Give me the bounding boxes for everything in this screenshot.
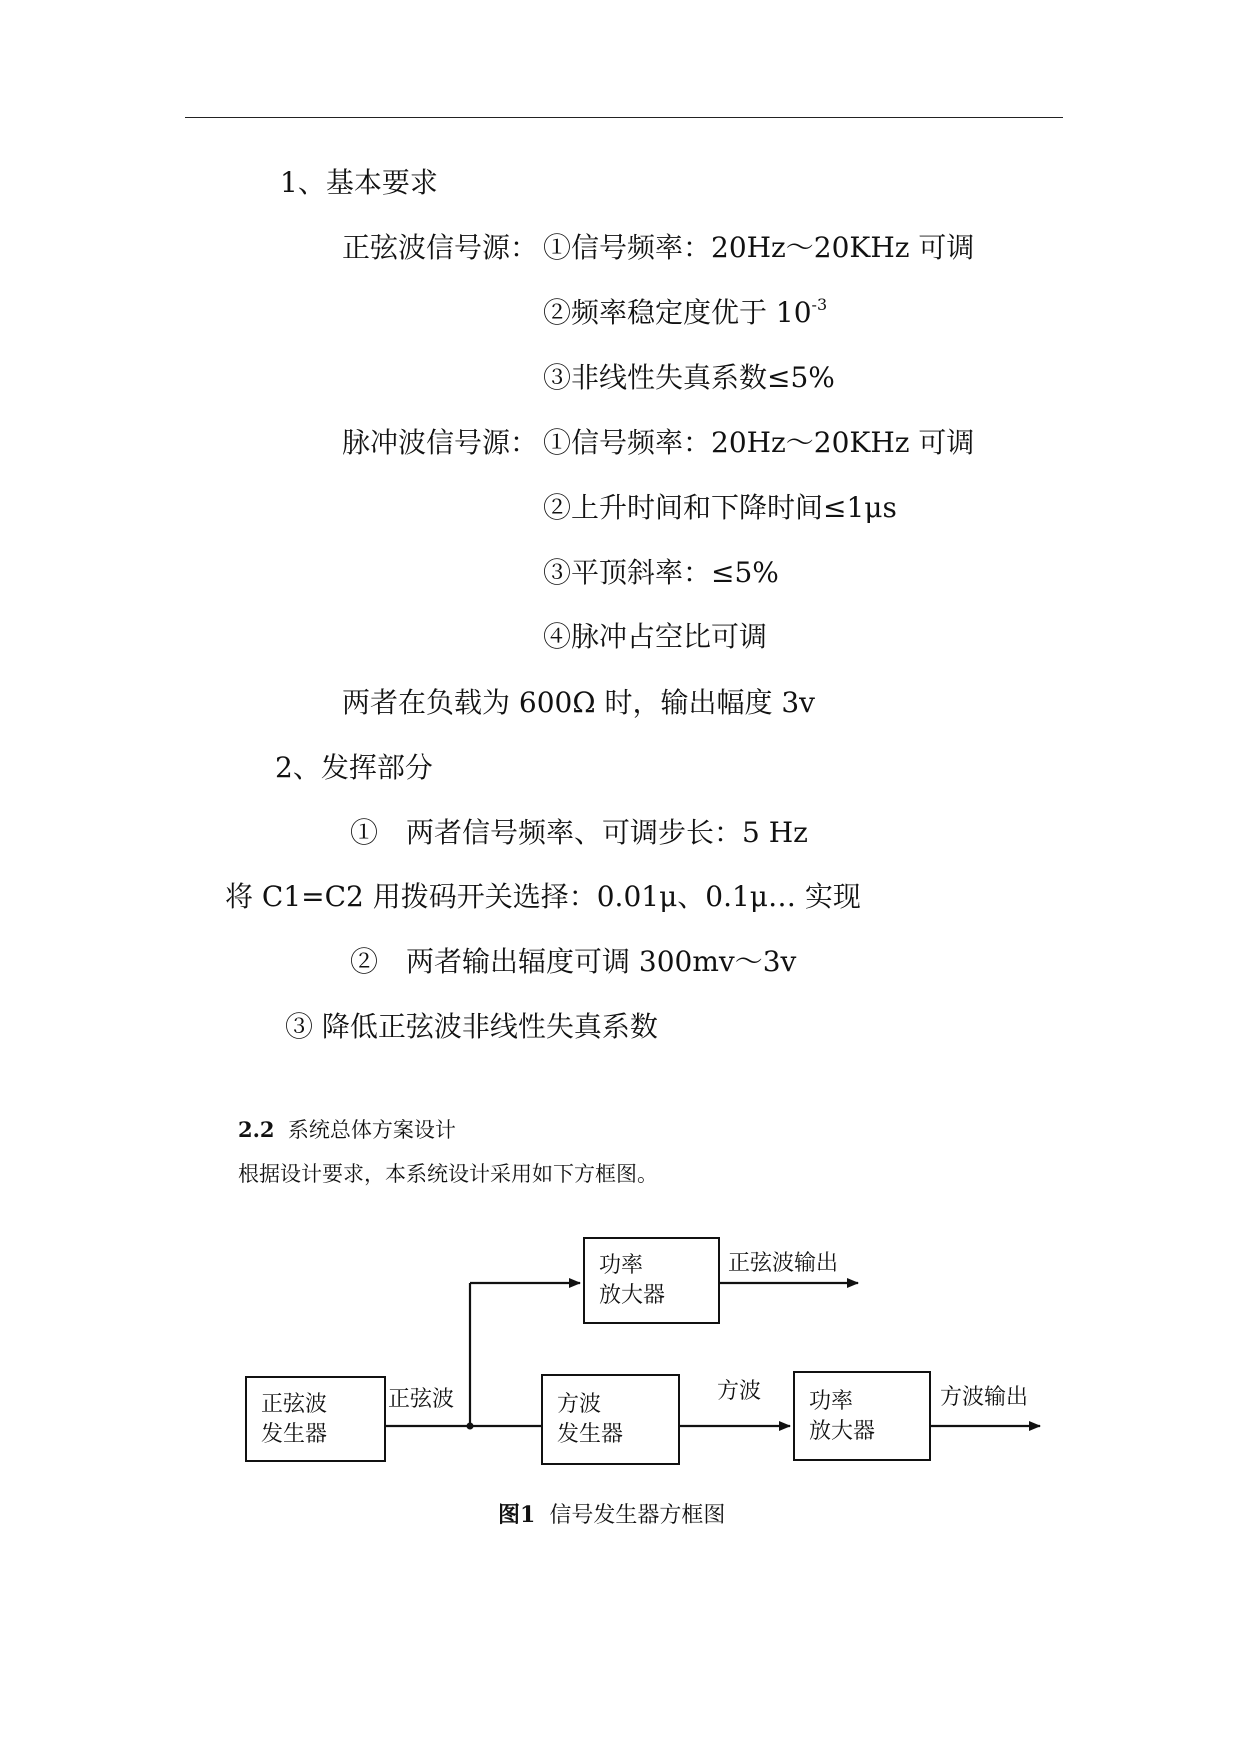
square-generator-block: [541, 1374, 680, 1465]
sine-item-1: ①信号频率：20Hz～20KHz 可调: [543, 231, 975, 264]
section22-title: 系统总体方案设计: [287, 1118, 456, 1142]
sine-item-3: ③非线性失真系数≤5%: [543, 361, 835, 394]
power-amp-bottom-block: [793, 1371, 931, 1461]
figure-number: 图1: [498, 1502, 536, 1528]
section22-number: 2.2: [238, 1117, 275, 1142]
pulse-source-label: 脉冲波信号源：: [342, 426, 539, 459]
section1-heading: 1、基本要求: [280, 166, 438, 199]
sine-output-label: 正弦波输出: [728, 1251, 839, 1276]
section22-intro: 根据设计要求，本系统设计采用如下方框图。: [238, 1162, 658, 1186]
power-amp-top-block: [583, 1237, 720, 1324]
pulse-item-2: ②上升时间和下降时间≤1μs: [543, 491, 897, 524]
sine-item-2: ②频率稳定度优于 $10^{-3}$: [543, 295, 828, 329]
section2-item-2: ② 两者输出辐度可调 300mv～3v: [350, 945, 797, 978]
pulse-item-1: ①信号频率：20Hz～20KHz 可调: [543, 426, 975, 459]
sine-item-2-exponent: -3: [811, 295, 828, 314]
figure-title: 信号发生器方框图: [549, 1503, 726, 1528]
sine-wave-label: 正弦波: [388, 1387, 455, 1412]
power-amp-bottom-label: 功率 放大器: [809, 1389, 876, 1444]
section2-heading: 2、发挥部分: [275, 751, 433, 784]
power-amp-top-label: 功率 放大器: [599, 1253, 666, 1308]
square-output-label: 方波输出: [940, 1385, 1029, 1410]
pulse-item-4: ④脉冲占空比可调: [543, 620, 768, 653]
section2-item-3: ③ 降低正弦波非线性失真系数: [285, 1010, 658, 1043]
pulse-item-3: ③平顶斜率：≤5%: [543, 556, 779, 589]
load-note: 两者在负载为 600Ω 时，输出幅度 3v: [342, 686, 815, 719]
sine-generator-label: 正弦波 发生器: [261, 1392, 328, 1447]
sine-generator-block: [245, 1376, 386, 1462]
section2-item-1-note: 将 C1=C2 用拨码开关选择：0.01μ、0.1μ… 实现: [225, 880, 861, 913]
section2-item-1: ① 两者信号频率、可调步长：5 Hz: [350, 816, 808, 849]
square-generator-label: 方波 发生器: [557, 1392, 624, 1447]
figure-caption: [498, 1498, 725, 1529]
sine-source-label: 正弦波信号源：: [342, 231, 539, 264]
square-wave-label: 方波: [717, 1379, 762, 1404]
